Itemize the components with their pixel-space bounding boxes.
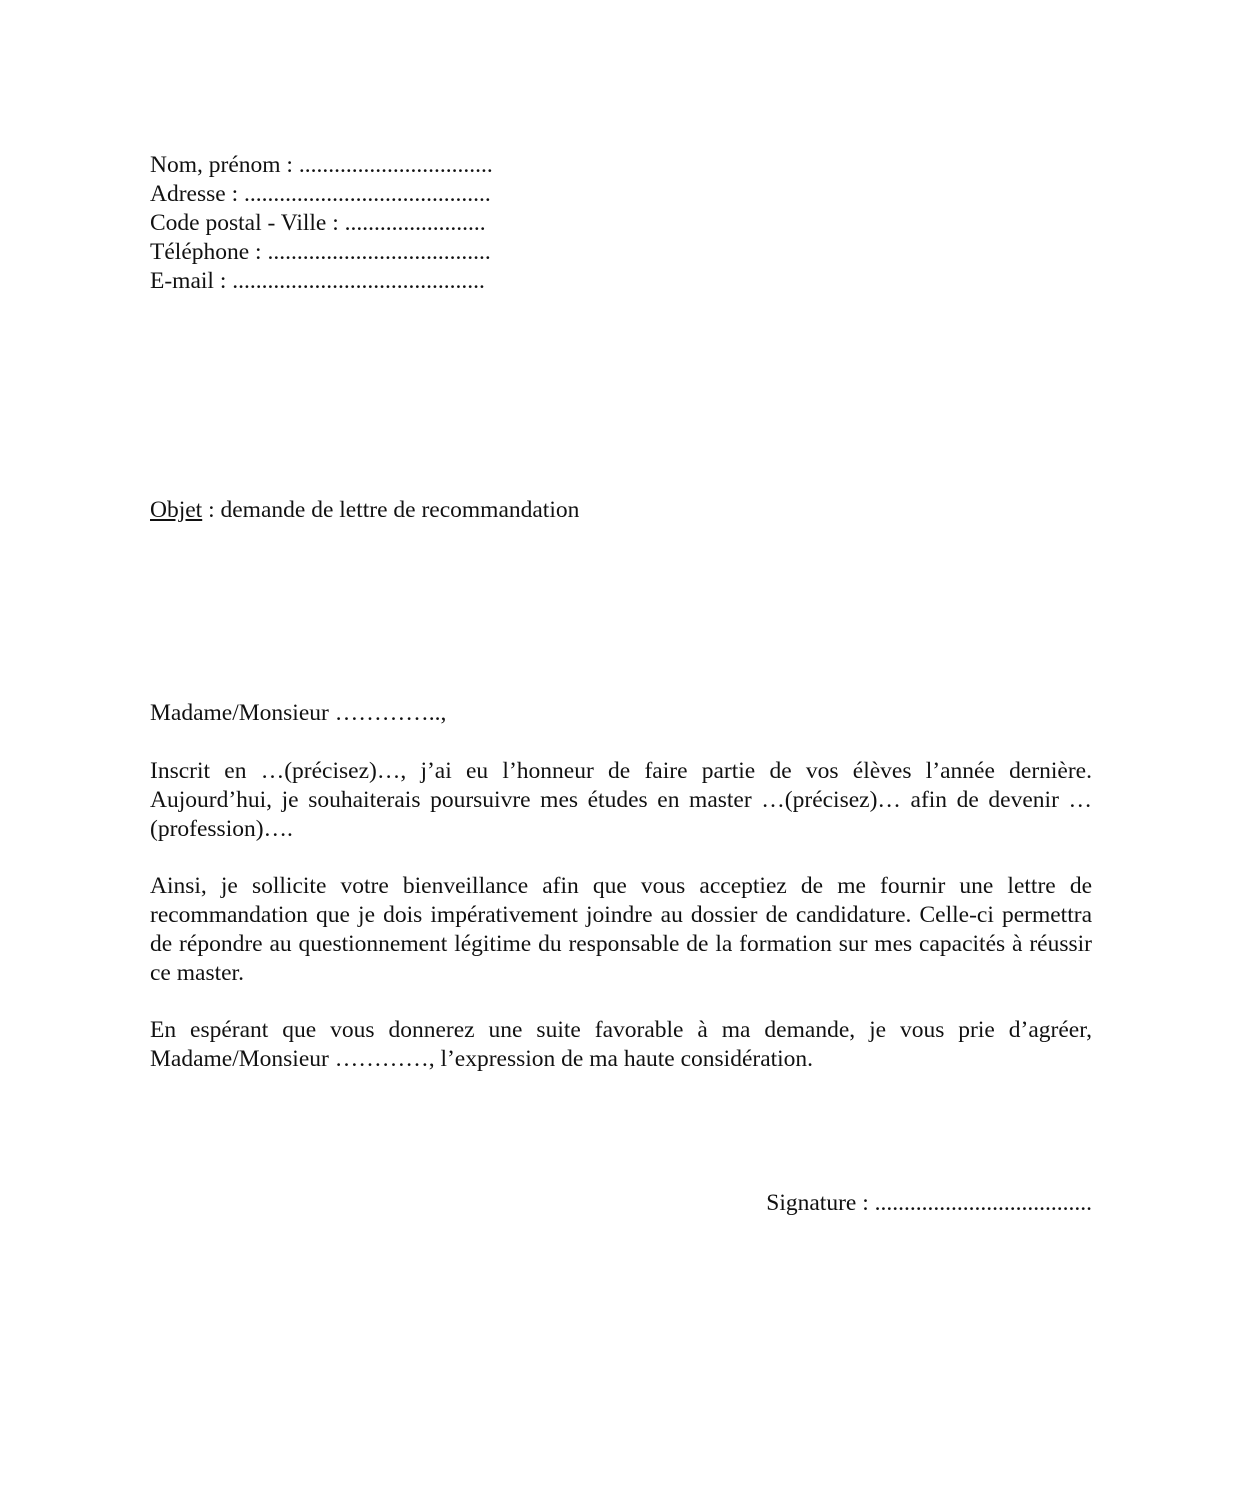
sender-postal-city-field: Code postal - Ville : ........................	[150, 210, 486, 236]
sender-block	[150, 151, 493, 296]
signature-line: Signature : .....................................	[766, 1190, 1092, 1216]
body-paragraph-1: Inscrit en …(précisez)…, j’ai eu l’honneur de faire partie de vos élèves l’année dernière. Aujourd’hui, je souhaiterais poursuivre mes études en master …(précisez)… afin de devenir …(profession)….	[150, 758, 1092, 842]
sender-phone-field: Téléphone : ......................................	[150, 239, 491, 265]
subject-text: : demande de lettre de recommandation	[202, 497, 580, 523]
sender-email-field: E-mail : ...........................................	[150, 268, 485, 294]
sender-name-field: Nom, prénom : .................................	[150, 152, 493, 178]
salutation: Madame/Monsieur …………..,	[150, 700, 447, 726]
closing-paragraph: En espérant que vous donnerez une suite favorable à ma demande, je vous prie d’agréer, Madame/Monsieur …………, l’expression de ma haute considération.	[150, 1017, 1092, 1072]
subject-label: Objet	[150, 497, 203, 523]
body-paragraph-2: Ainsi, je sollicite votre bienveillance afin que vous acceptiez de me fournir une lettre de recommandation que je dois impérativement joindre au dossier de candidature. Celle-ci permettra de répondre au questionnement légitime du responsable de la formation sur mes capacités à réussir ce master.	[150, 873, 1092, 986]
subject-line	[150, 496, 579, 525]
sender-address-field: Adresse : ..........................................	[150, 181, 491, 207]
